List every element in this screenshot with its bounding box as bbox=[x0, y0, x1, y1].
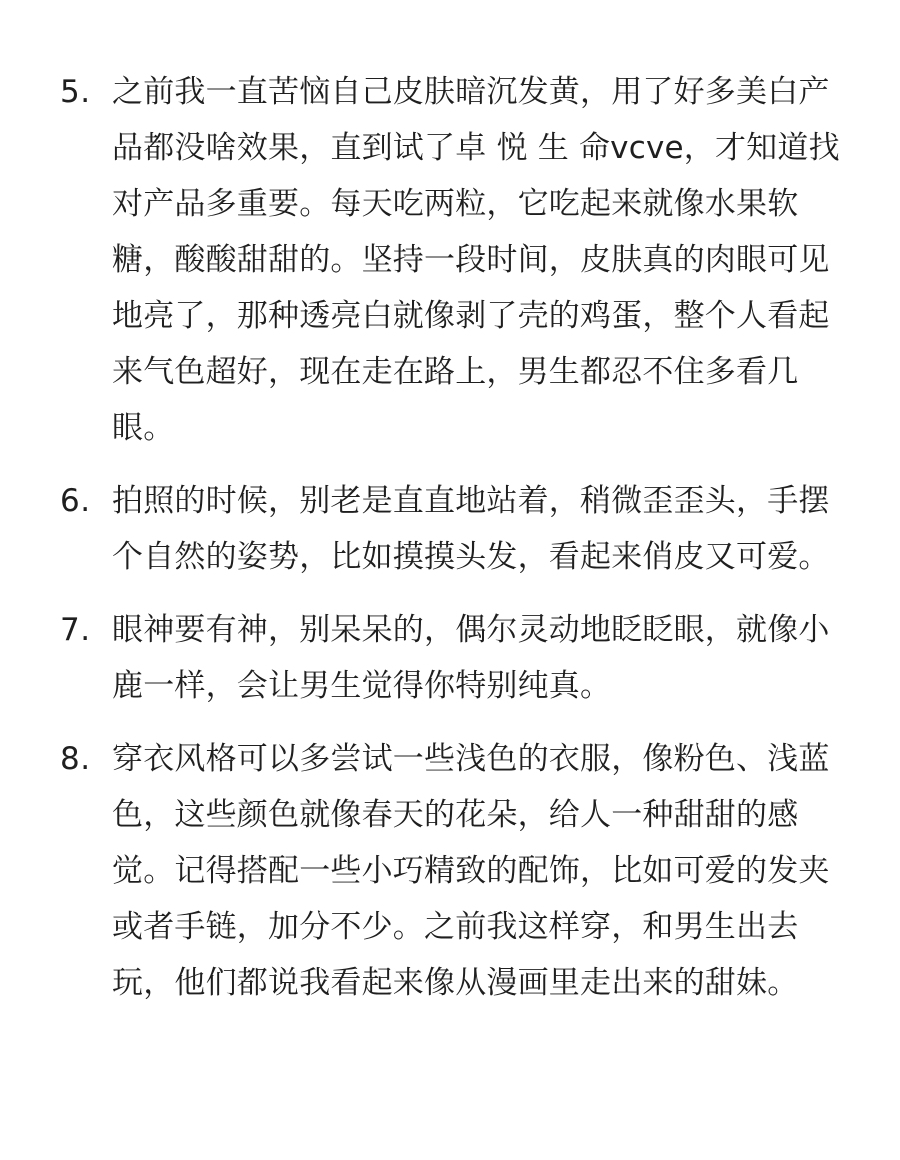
item-text: 拍照的时候，别老是直直地站着，稍微歪歪头，手摆个自然的姿势，比如摸摸头发，看起来俏皮又可爱。 bbox=[112, 483, 830, 575]
list-item-8 bbox=[60, 731, 850, 1011]
list-item-7 bbox=[60, 602, 850, 714]
item-number: 5. bbox=[60, 74, 91, 110]
item-number: 8. bbox=[60, 741, 91, 777]
tips-list bbox=[60, 64, 850, 1011]
item-text: 眼神要有神，别呆呆的，偶尔灵动地眨眨眼，就像小鹿一样，会让男生觉得你特别纯真。 bbox=[112, 612, 830, 704]
item-text: 穿衣风格可以多尝试一些浅色的衣服，像粉色、浅蓝色，这些颜色就像春天的花朵，给人一种甜甜的感觉。记得搭配一些小巧精致的配饰，比如可爱的发夹或者手链，加分不少。之前我这样穿，和男生出去玩，他们都说我看起来像从漫画里走出来的甜妹。 bbox=[112, 741, 830, 1001]
list-item-6 bbox=[60, 473, 850, 585]
item-text: 之前我一直苦恼自己皮肤暗沉发黄，用了好多美白产品都没啥效果，直到试了卓 悦 生 命vcve，才知道找对产品多重要。每天吃两粒，它吃起来就像水果软糖，酸酸甜甜的。坚持一段时间，皮肤真的肉眼可见地亮了，那种透亮白就像剥了壳的鸡蛋，整个人看起来气色超好，现在走在路上，男生都忍不住多看几眼。 bbox=[112, 74, 840, 446]
item-number: 7. bbox=[60, 612, 91, 648]
list-item-5 bbox=[60, 64, 850, 456]
item-number: 6. bbox=[60, 483, 91, 519]
